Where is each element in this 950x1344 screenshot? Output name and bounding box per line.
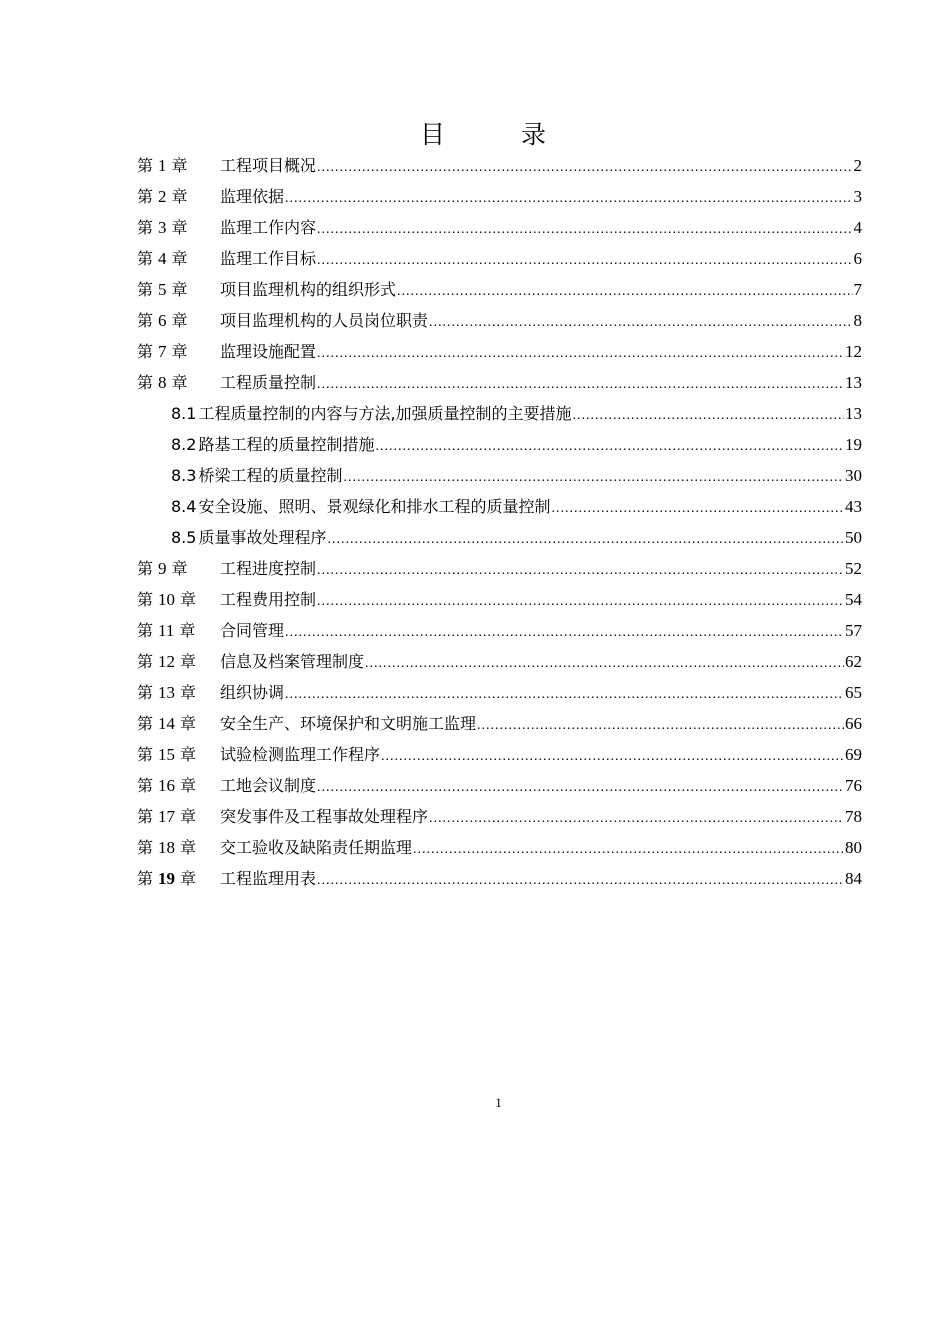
toc-chapter-entry[interactable] xyxy=(137,832,862,863)
toc-dot-leader xyxy=(573,400,844,431)
toc-chapter-entry[interactable] xyxy=(137,150,862,181)
toc-chapter-label xyxy=(137,646,220,677)
toc-chapter-suffix: 章 xyxy=(180,590,197,609)
toc-chapter-entry[interactable] xyxy=(137,770,862,801)
toc-page-number: 4 xyxy=(853,218,862,237)
toc-page-number: 57 xyxy=(845,621,862,640)
toc-entry-title: 突发事件及工程事故处理程序 xyxy=(220,807,429,826)
toc-chapter-number: 8 xyxy=(158,373,167,392)
toc-page-number: 52 xyxy=(845,559,862,578)
toc-chapter-entry[interactable] xyxy=(137,367,862,398)
toc-chapter-entry[interactable] xyxy=(137,305,862,336)
page-number: 1 xyxy=(495,1095,502,1110)
toc-chapter-entry[interactable] xyxy=(137,646,862,677)
toc-chapter-prefix: 第 xyxy=(137,652,154,671)
toc-page-number: 3 xyxy=(853,187,862,206)
toc-entry-title: 试验检测监理工作程序 xyxy=(220,745,381,764)
toc-chapter-suffix: 章 xyxy=(171,218,188,237)
toc-section-number: 8.4 xyxy=(171,497,197,516)
toc-dot-leader xyxy=(317,245,852,276)
toc-chapter-suffix: 章 xyxy=(171,249,188,268)
toc-dot-leader xyxy=(317,772,844,803)
toc-section-number: 8.3 xyxy=(171,466,197,485)
toc-dot-leader xyxy=(343,462,844,493)
toc-section-entry[interactable] xyxy=(137,398,862,429)
toc-section-entry[interactable] xyxy=(137,491,862,522)
toc-chapter-prefix: 第 xyxy=(137,869,154,888)
toc-chapter-number: 10 xyxy=(158,590,176,609)
toc-dot-leader xyxy=(317,369,844,400)
toc-page-number: 13 xyxy=(845,404,862,423)
toc-dot-leader xyxy=(317,555,844,586)
toc-chapter-label xyxy=(137,181,220,212)
toc-chapter-entry[interactable] xyxy=(137,553,862,584)
toc-chapter-suffix: 章 xyxy=(180,745,197,764)
toc-page-number: 2 xyxy=(853,156,862,175)
toc-chapter-prefix: 第 xyxy=(137,559,154,578)
toc-chapter-entry[interactable] xyxy=(137,212,862,243)
toc-chapter-label xyxy=(137,615,220,646)
toc-chapter-number: 18 xyxy=(158,838,176,857)
toc-chapter-entry[interactable] xyxy=(137,708,862,739)
toc-entry-title: 桥梁工程的质量控制 xyxy=(198,466,343,485)
toc-entry-title: 监理依据 xyxy=(220,187,285,206)
toc-page-number: 69 xyxy=(845,745,862,764)
toc-entry-title: 工程监理用表 xyxy=(220,869,317,888)
toc-page-number: 8 xyxy=(853,311,862,330)
toc-chapter-label xyxy=(137,739,220,770)
toc-entry-title: 合同管理 xyxy=(220,621,285,640)
toc-chapter-prefix: 第 xyxy=(137,311,154,330)
toc-dot-leader xyxy=(317,586,844,617)
toc-chapter-suffix: 章 xyxy=(171,156,188,175)
toc-page-number: 30 xyxy=(845,466,862,485)
toc-entry-title: 项目监理机构的人员岗位职责 xyxy=(220,311,429,330)
toc-chapter-prefix: 第 xyxy=(137,187,154,206)
toc-dot-leader xyxy=(381,741,844,772)
toc-dot-leader xyxy=(375,431,844,462)
toc-chapter-prefix: 第 xyxy=(137,156,154,175)
toc-dot-leader xyxy=(551,493,844,524)
toc-chapter-number: 16 xyxy=(158,776,176,795)
toc-chapter-prefix: 第 xyxy=(137,714,154,733)
toc-chapter-number: 11 xyxy=(158,621,175,640)
toc-chapter-label xyxy=(137,553,220,584)
toc-chapter-label xyxy=(137,801,220,832)
toc-chapter-entry[interactable] xyxy=(137,801,862,832)
toc-page-number: 6 xyxy=(853,249,862,268)
toc-chapter-label xyxy=(137,677,220,708)
toc-chapter-suffix: 章 xyxy=(180,869,197,888)
toc-chapter-suffix: 章 xyxy=(180,683,197,702)
toc-page-number: 19 xyxy=(845,435,862,454)
toc-chapter-entry[interactable] xyxy=(137,615,862,646)
toc-page-number: 66 xyxy=(845,714,862,733)
toc-chapter-number: 5 xyxy=(158,280,167,299)
toc-entry-title: 信息及档案管理制度 xyxy=(220,652,365,671)
toc-chapter-label xyxy=(137,584,220,615)
toc-chapter-prefix: 第 xyxy=(137,249,154,268)
toc-chapter-number: 3 xyxy=(158,218,167,237)
toc-entry-title: 工程费用控制 xyxy=(220,590,317,609)
toc-chapter-suffix: 章 xyxy=(180,838,197,857)
toc-chapter-number: 17 xyxy=(158,807,176,826)
toc-chapter-label xyxy=(137,274,220,305)
toc-section-entry[interactable] xyxy=(137,522,862,553)
toc-entry-title: 项目监理机构的组织形式 xyxy=(220,280,397,299)
toc-dot-leader xyxy=(397,276,852,307)
toc-entry-title: 安全设施、照明、景观绿化和排水工程的质量控制 xyxy=(198,497,551,516)
toc-dot-leader xyxy=(317,214,852,245)
toc-page-number: 84 xyxy=(845,869,862,888)
toc-chapter-suffix: 章 xyxy=(180,714,197,733)
toc-chapter-entry[interactable] xyxy=(137,584,862,615)
toc-chapter-suffix: 章 xyxy=(180,776,197,795)
toc-entry-title: 组织协调 xyxy=(220,683,285,702)
toc-dot-leader xyxy=(317,865,844,896)
toc-chapter-suffix: 章 xyxy=(180,652,197,671)
toc-dot-leader xyxy=(317,338,844,369)
toc-chapter-prefix: 第 xyxy=(137,621,154,640)
toc-dot-leader xyxy=(365,648,844,679)
toc-chapter-prefix: 第 xyxy=(137,342,154,361)
toc-chapter-prefix: 第 xyxy=(137,745,154,764)
toc-page-number: 7 xyxy=(853,280,862,299)
toc-chapter-number: 13 xyxy=(158,683,176,702)
toc-section-number: 8.5 xyxy=(171,528,197,547)
toc-entry-title: 安全生产、环境保护和文明施工监理 xyxy=(220,714,477,733)
toc-chapter-prefix: 第 xyxy=(137,776,154,795)
toc-chapter-prefix: 第 xyxy=(137,373,154,392)
toc-chapter-entry[interactable] xyxy=(137,243,862,274)
toc-chapter-number: 7 xyxy=(158,342,167,361)
toc-chapter-entry[interactable] xyxy=(137,863,862,894)
toc-chapter-label xyxy=(137,863,220,894)
toc-chapter-suffix: 章 xyxy=(179,621,196,640)
toc-chapter-suffix: 章 xyxy=(171,311,188,330)
toc-chapter-entry[interactable] xyxy=(137,274,862,305)
toc-entry-title: 质量事故处理程序 xyxy=(198,528,327,547)
toc-dot-leader xyxy=(285,183,852,214)
toc-chapter-suffix: 章 xyxy=(171,187,188,206)
toc-entry-title: 工程进度控制 xyxy=(220,559,317,578)
toc-chapter-suffix: 章 xyxy=(171,342,188,361)
toc-section-entry[interactable] xyxy=(137,460,862,491)
toc-chapter-label xyxy=(137,150,220,181)
toc-chapter-entry[interactable] xyxy=(137,739,862,770)
toc-dot-leader xyxy=(317,152,852,183)
toc-chapter-label xyxy=(137,212,220,243)
toc-chapter-prefix: 第 xyxy=(137,807,154,826)
toc-chapter-number: 19 xyxy=(158,869,176,888)
toc-page-number: 62 xyxy=(845,652,862,671)
toc-chapter-suffix: 章 xyxy=(180,807,197,826)
toc-chapter-label xyxy=(137,832,220,863)
toc-chapter-number: 1 xyxy=(158,156,167,175)
toc-chapter-number: 15 xyxy=(158,745,176,764)
toc-page-number: 13 xyxy=(845,373,862,392)
toc-page-number: 54 xyxy=(845,590,862,609)
toc-page-number: 80 xyxy=(845,838,862,857)
toc-chapter-label xyxy=(137,367,220,398)
toc-dot-leader xyxy=(327,524,844,555)
toc-chapter-number: 6 xyxy=(158,311,167,330)
toc-dot-leader xyxy=(285,679,844,710)
toc-page-number: 78 xyxy=(845,807,862,826)
toc-chapter-entry[interactable] xyxy=(137,181,862,212)
toc-dot-leader xyxy=(285,617,844,648)
toc-chapter-number: 2 xyxy=(158,187,167,206)
toc-entry-title: 工地会议制度 xyxy=(220,776,317,795)
toc-section-number: 8.1 xyxy=(171,404,197,423)
toc-chapter-label xyxy=(137,305,220,336)
toc-chapter-suffix: 章 xyxy=(171,373,188,392)
toc-chapter-number: 4 xyxy=(158,249,167,268)
toc-chapter-prefix: 第 xyxy=(137,280,154,299)
toc-chapter-prefix: 第 xyxy=(137,683,154,702)
toc-chapter-label xyxy=(137,770,220,801)
toc-dot-leader xyxy=(413,834,844,865)
toc-entry-title: 工程项目概况 xyxy=(220,156,317,175)
toc-chapter-label xyxy=(137,336,220,367)
toc-page-number: 12 xyxy=(845,342,862,361)
toc-chapter-prefix: 第 xyxy=(137,838,154,857)
toc-page-number: 65 xyxy=(845,683,862,702)
toc-chapter-label xyxy=(137,708,220,739)
toc-chapter-entry[interactable] xyxy=(137,336,862,367)
toc-entry-title: 路基工程的质量控制措施 xyxy=(198,435,375,454)
toc-chapter-suffix: 章 xyxy=(171,559,188,578)
toc-entry-title: 监理设施配置 xyxy=(220,342,317,361)
toc-entry-title: 工程质量控制 xyxy=(220,373,317,392)
toc-section-entry[interactable] xyxy=(137,429,862,460)
toc-chapter-prefix: 第 xyxy=(137,590,154,609)
toc-chapter-prefix: 第 xyxy=(137,218,154,237)
toc-page-number: 76 xyxy=(845,776,862,795)
toc-entry-title: 监理工作内容 xyxy=(220,218,317,237)
toc-dot-leader xyxy=(429,803,844,834)
toc-page-number: 43 xyxy=(845,497,862,516)
toc-chapter-number: 9 xyxy=(158,559,167,578)
toc-section-number: 8.2 xyxy=(171,435,197,454)
toc-chapter-suffix: 章 xyxy=(171,280,188,299)
toc-chapter-entry[interactable] xyxy=(137,677,862,708)
table-of-contents xyxy=(137,150,862,894)
toc-entry-title: 交工验收及缺陷责任期监理 xyxy=(220,838,413,857)
toc-chapter-number: 12 xyxy=(158,652,176,671)
toc-dot-leader xyxy=(429,307,852,338)
page-title: 目 录 xyxy=(420,120,580,149)
toc-chapter-number: 14 xyxy=(158,714,176,733)
toc-entry-title: 工程质量控制的内容与方法,加强质量控制的主要措施 xyxy=(198,404,572,423)
toc-entry-title: 监理工作目标 xyxy=(220,249,317,268)
toc-dot-leader xyxy=(477,710,844,741)
toc-chapter-label xyxy=(137,243,220,274)
toc-page-number: 50 xyxy=(845,528,862,547)
